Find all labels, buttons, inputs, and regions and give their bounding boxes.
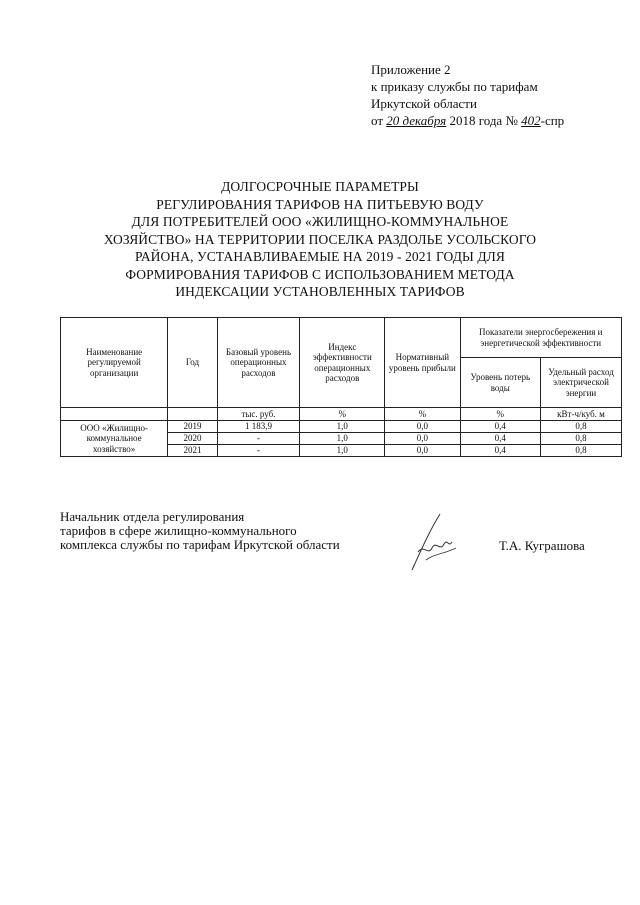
title-line-5: РАЙОНА, УСТАНАВЛИВАЕМЫЕ НА 2019 - 2021 ГОДЫ ДЛЯ (134, 249, 506, 264)
appendix-line-1: Приложение 2 (371, 62, 451, 77)
title-line-7: ИНДЕКСАЦИИ УСТАНОВЛЕННЫХ ТАРИФОВ (175, 284, 465, 299)
unit-water-loss: % (460, 408, 541, 421)
cell-index: 1,0 (300, 433, 385, 445)
cell-loss: 0,4 (460, 433, 541, 445)
cell-index: 1,0 (300, 421, 385, 433)
cell-base: - (217, 433, 300, 445)
order-number-handwritten: 402 (521, 113, 541, 128)
appendix-line-3: Иркутской области (371, 96, 477, 111)
cell-index: 1,0 (300, 445, 385, 457)
title-line-1: ДОЛГОСРОЧНЫЕ ПАРАМЕТРЫ (221, 179, 419, 194)
header-year: Год (168, 318, 217, 408)
cell-loss: 0,4 (460, 445, 541, 457)
organization-name: ООО «Жилищно- коммунальное хозяйство» (61, 421, 168, 457)
date-prefix: от (371, 113, 384, 128)
header-energy-use: Удельный расход электрической энергии (541, 358, 622, 408)
header-water-loss: Уровень потерь воды (460, 358, 541, 408)
header-profit-level: Нормативный уровень прибыли (385, 318, 460, 408)
cell-year: 2021 (168, 445, 217, 457)
signature-line-1: Начальник отдела регулирования (60, 509, 245, 524)
unit-base-expenses: тыс. руб. (217, 408, 300, 421)
title-line-2: РЕГУЛИРОВАНИЯ ТАРИФОВ НА ПИТЬЕВУЮ ВОДУ (156, 196, 484, 212)
signature-line-3: комплекса службы по тарифам Иркутской области (60, 537, 340, 552)
title-line-6: ФОРМИРОВАНИЯ ТАРИФОВ С ИСПОЛЬЗОВАНИЕМ МЕТОДА (125, 266, 515, 282)
title-line-4: ХОЗЯЙСТВО» НА ТЕРРИТОРИИ ПОСЕЛКА РАЗДОЛЬЕ УСОЛЬСКОГО (103, 231, 537, 247)
date-handwritten: 20 декабря (386, 113, 447, 128)
units-row (61, 408, 622, 421)
cell-loss: 0,4 (460, 421, 541, 433)
cell-profit: 0,0 (385, 421, 460, 433)
cell-base: 1 183,9 (217, 421, 300, 433)
appendix-date-line (371, 112, 564, 129)
cell-energy: 0,8 (541, 445, 622, 457)
cell-profit: 0,0 (385, 445, 460, 457)
title-line-3: ДЛЯ ПОТРЕБИТЕЛЕЙ ООО «ЖИЛИЩНО-КОММУНАЛЬНОЕ (131, 214, 509, 229)
header-base-expenses: Базовый уровень операционных расходов (217, 318, 300, 408)
signer-name: Т.А. Куграшова (499, 538, 585, 553)
header-organization: Наименование регулируемой организации (61, 318, 168, 408)
document-title (100, 178, 540, 301)
header-energy-group: Показатели энергосбережения и энергетической эффективности (460, 318, 622, 358)
tariff-parameters-table (60, 317, 622, 457)
header-efficiency-index: Индекс эффективности операционных расходов (300, 318, 385, 408)
order-suffix: -спр (540, 113, 565, 128)
unit-profit-level: % (385, 408, 460, 421)
cell-energy: 0,8 (541, 433, 622, 445)
appendix-header (371, 61, 564, 129)
date-year: 2018 года № (449, 113, 518, 128)
cell-profit: 0,0 (385, 433, 460, 445)
appendix-line-2: к приказу службы по тарифам (371, 79, 538, 94)
cell-base: - (217, 445, 300, 457)
cell-energy: 0,8 (541, 421, 622, 433)
unit-efficiency-index: % (300, 408, 385, 421)
signature-position (60, 510, 340, 552)
cell-year: 2020 (168, 433, 217, 445)
signature-line-2: тарифов в сфере жилищно-коммунального (60, 523, 297, 538)
unit-energy-use: кВт-ч/куб. м (541, 408, 622, 421)
table-row (61, 421, 622, 433)
handwritten-signature-icon (404, 508, 464, 578)
cell-year: 2019 (168, 421, 217, 433)
